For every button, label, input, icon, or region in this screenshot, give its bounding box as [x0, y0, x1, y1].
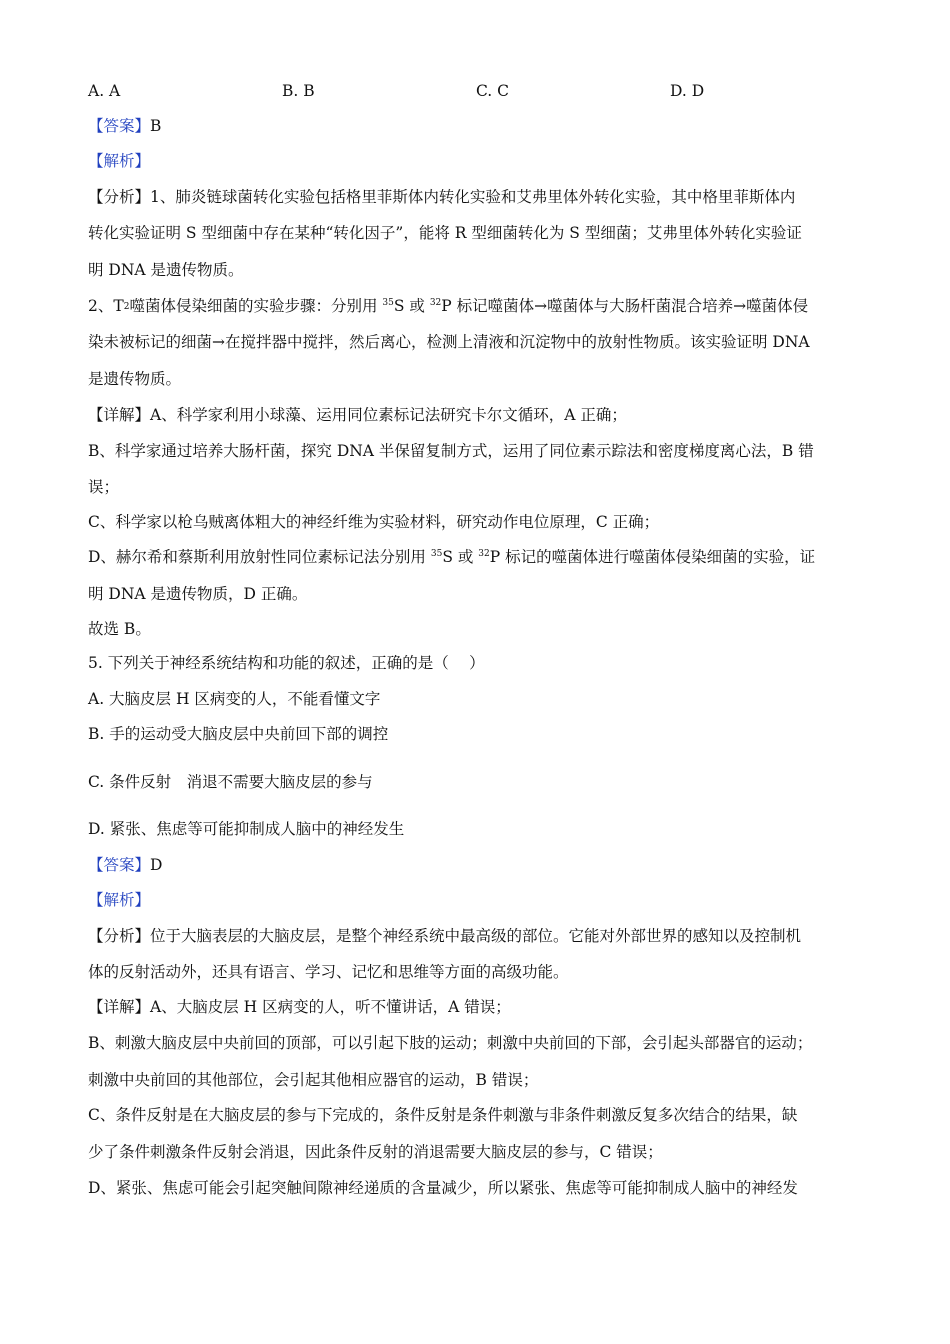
q5-detail-line-d1: D、紧张、焦虑可能会引起突触间隙神经递质的含量减少，所以紧张、焦虑等可能抑制成人脑中的神经发: [88, 1179, 798, 1197]
q4-analysis-heading: [88, 150, 868, 172]
q4-fenxi-line-6: 是遗传物质。: [88, 370, 182, 388]
superscript: 35: [382, 298, 394, 308]
q5-fenxi-line-2: 体的反射活动外，还具有语言、学习、记忆和思维等方面的高级功能。: [88, 963, 569, 981]
fenxi-label: 【分析】: [88, 927, 151, 945]
analysis-label: 【解析】: [88, 891, 151, 909]
q4-fenxi-line-3: 明 DNA 是遗传物质。: [88, 261, 244, 279]
q4-detail-line-c: C、科学家以枪乌贼离体粗大的神经纤维为实验材料，研究动作电位原理，C 正确；: [88, 513, 660, 531]
q4-detail-line-a: [88, 404, 868, 426]
text-run: D、赫尔希和蔡斯利用放射性同位素标记法分别用: [88, 548, 431, 566]
q5-detail-line-b1: B、刺激大脑皮层中央前回的顶部，可以引起下肢的运动；刺激中央前回的下部，会引起头部器官的运动；: [88, 1034, 813, 1052]
q5-detail-line-c2: 少了条件刺激条件反射会消退，因此条件反射的消退需要大脑皮层的参与，C 错误；: [88, 1143, 663, 1161]
q4-fenxi-line-2: 转化实验证明 S 型细菌中存在某种“转化因子”，能将 R 型细菌转化为 S 型细菌；艾弗里体外转化实验证: [88, 224, 802, 242]
detail-text: A、大脑皮层 H 区病变的人，听不懂讲话，A 错误；: [150, 998, 511, 1016]
text-run: S 或: [442, 548, 479, 566]
option-c: C. C: [476, 82, 510, 100]
fenxi-label: 【分析】: [88, 188, 151, 206]
q5-analysis-heading: [88, 889, 868, 911]
answer-label: 【答案】: [88, 856, 151, 874]
text-run: P 标记的噬菌体进行噬菌体侵染细菌的实验，证: [489, 548, 816, 566]
detail-label: 【详解】: [88, 406, 151, 424]
q4-answer: [88, 115, 868, 137]
q5-option-d: D. 紧张、焦虑等可能抑制成人脑中的神经发生: [88, 820, 405, 838]
q5-detail-line-b2: 刺激中央前回的其他部位，会引起其他相应器官的运动，B 错误；: [88, 1071, 539, 1089]
answer-value: D: [150, 856, 163, 874]
fenxi-text: 位于大脑表层的大脑皮层，是整个神经系统中最高级的部位。它能对外部世界的感知以及控制机: [150, 927, 802, 945]
detail-text: A、科学家利用小球藻、运用同位素标记法研究卡尔文循环，A 正确；: [150, 406, 627, 424]
analysis-label: 【解析】: [88, 152, 151, 170]
answer-label: 【答案】: [88, 117, 151, 135]
q5-stem: 5. 下列关于神经系统结构和功能的叙述，正确的是（ ）: [88, 654, 485, 672]
text-run: P 标记噬菌体→噬菌体与大肠杆菌混合培养→噬菌体侵: [441, 297, 809, 315]
option-b: B. B: [282, 82, 315, 100]
q4-conclusion: 故选 B。: [88, 620, 151, 638]
superscript: 32: [429, 298, 442, 308]
text-run: S 或: [393, 297, 430, 315]
q4-detail-line-d2: 明 DNA 是遗传物质，D 正确。: [88, 585, 308, 603]
q5-detail-line-a: [88, 996, 868, 1018]
text-run: 2、T: [88, 297, 124, 315]
q5-option-c: C. 条件反射 消退不需要大脑皮层的参与: [88, 773, 373, 791]
option-d: D. D: [670, 82, 705, 100]
q5-fenxi-line-1: [88, 925, 868, 947]
fenxi-text: 1、肺炎链球菌转化实验包括格里菲斯体内转化实验和艾弗里体外转化实验，其中格里菲斯体内: [150, 188, 796, 206]
q4-fenxi-line-4: [88, 295, 868, 317]
q5-option-a: A. 大脑皮层 H 区病变的人，不能看懂文字: [88, 690, 381, 708]
detail-label: 【详解】: [88, 998, 151, 1016]
q4-detail-line-b1: B、科学家通过培养大肠杆菌，探究 DNA 半保留复制方式，运用了同位素示踪法和密度梯度离心法，B 错: [88, 442, 814, 460]
q5-detail-line-c1: C、条件反射是在大脑皮层的参与下完成的，条件反射是条件刺激与非条件刺激反复多次结合的结果，缺: [88, 1106, 798, 1124]
q5-option-b: B. 手的运动受大脑皮层中央前回下部的调控: [88, 725, 389, 743]
option-a: A. A: [88, 82, 121, 100]
superscript: 32: [478, 549, 490, 559]
q4-fenxi-line-1: [88, 186, 868, 208]
q5-answer: [88, 854, 868, 876]
text-run: 噬菌体侵染细菌的实验步骤：分别用: [129, 297, 383, 315]
answer-value: B: [150, 117, 162, 135]
q4-fenxi-line-5: 染未被标记的细菌→在搅拌器中搅拌，然后离心，检测上清液和沉淀物中的放射性物质。该实验证明 DNA: [88, 333, 810, 351]
superscript: 35: [430, 549, 443, 559]
q4-detail-line-d1: [88, 546, 868, 568]
subscript: 2: [123, 302, 130, 312]
q4-detail-line-b2: 误；: [88, 478, 120, 496]
